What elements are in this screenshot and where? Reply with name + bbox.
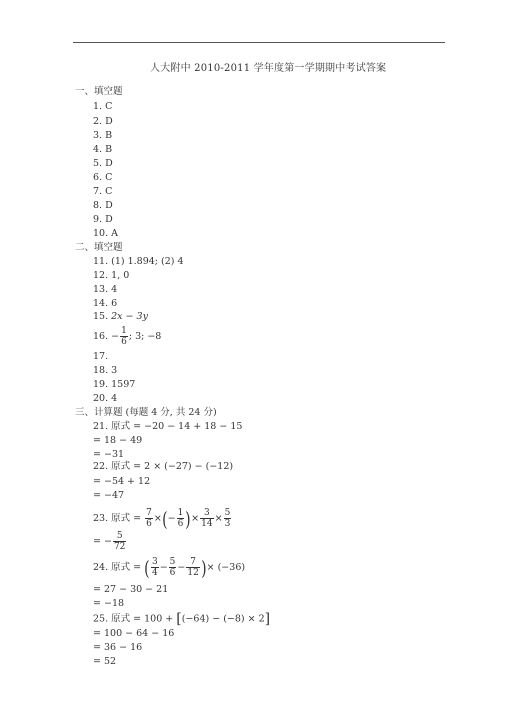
answer-item: 10. A [93,228,118,239]
fraction-denominator: 6 [169,568,176,578]
left-paren: ( [162,506,168,531]
fraction [200,508,213,529]
answer-item: 1. C [93,101,113,112]
answer-item: 8. D [93,200,113,211]
right-paren: ) [185,506,191,531]
answer-item-13: 13. 4 [93,284,118,295]
math-expression: 2x − 3y [111,311,148,322]
answer-item: 4. B [93,144,113,155]
fraction [177,508,185,529]
right-paren: ) [200,555,207,580]
fraction-numerator: 5 [224,508,231,518]
fraction-numerator: 3 [204,508,210,518]
fraction [120,326,128,347]
q21-line1: 21. 原式 = −20 − 14 + 18 − 15 [93,421,243,432]
fraction [151,557,159,578]
page-title: 人大附中 2010-2011 学年度第一学期期中考试答案 [150,63,387,74]
q21-line2: = 18 − 49 [93,435,143,446]
q22-line2: = −54 + 12 [93,476,151,487]
fraction-numerator: 5 [116,531,123,541]
times-sign: × [214,513,223,524]
left-paren: ( [144,555,150,580]
bracket-inner: (−64) − (−8) × 2 [181,613,265,625]
section1-heading: 一、填空题 [75,86,123,97]
q25-line3: = 36 − 16 [93,642,143,653]
fraction-denominator: 6 [146,519,152,529]
fraction-denominator: 12 [187,568,199,578]
fraction [145,508,153,529]
fraction [224,508,232,529]
q24-line2: = 27 − 30 − 21 [93,584,169,595]
answer-item-14: 14. 6 [93,298,118,309]
answer-item: 6. C [93,172,113,183]
section2-heading: 二、填空题 [75,242,123,253]
q24-label: 24. 原式 = [93,562,142,573]
q25-label: 25. 原式 = 100 + [93,613,174,625]
tail: × (−36) [206,562,246,573]
times-sign: × [153,513,162,524]
q23-line1: 23. 原式 = $\frac{7}{6}$ ×(− $\frac{1}{6}$ )× $\frac{3}{14}$ × $\frac{5}{3}$ [93,506,231,531]
answer-item-18: 18. 3 [93,365,118,376]
times-sign: × [191,513,200,524]
fraction-numerator: 7 [146,508,152,518]
fraction-numerator: 1 [121,326,127,336]
answer-item: 7. C [93,186,113,197]
fraction [186,557,199,578]
fraction-numerator: 7 [190,557,196,567]
fraction [169,557,177,578]
item-number: 15. [93,311,109,322]
answer-item: 5. D [93,158,113,169]
q23-line2 [93,530,127,554]
q24-line3: = −18 [93,598,125,609]
rest-answers: ; 3; −8 [128,331,162,342]
q24-line1: 24. 原式 = ( $\frac{3}{4}$ − $\frac{5}{6}$ − $\frac{7}{12}$ )× (−36) [93,555,246,580]
answer-item-17: 17. [93,351,109,362]
fraction-numerator: 5 [169,557,176,567]
fraction-denominator: 4 [151,568,158,578]
fraction-denominator: 6 [177,519,184,529]
right-bracket: ] [264,611,271,627]
q25-line1 [93,612,270,626]
section3-heading: 三、计算题 (每题 4 分, 共 24 分) [75,407,217,418]
answer-item: 9. D [93,214,113,225]
answer-item-11: 11. (1) 1.894; (2) 4 [93,256,184,267]
answer-item-19: 19. 1597 [93,379,136,390]
item-number: 16. [93,331,109,342]
q21-line3: = −31 [93,449,125,460]
answer-item-20: 20. 4 [93,393,118,404]
q25-line4: = 52 [93,656,117,667]
fraction-numerator: 1 [177,508,184,518]
fraction-denominator: 6 [121,337,127,347]
q22-line1: 22. 原式 = 2 × (−27) − (−12) [93,461,234,472]
answer-item-12: 12. 1, 0 [93,270,130,281]
fraction-denominator: 14 [201,519,213,529]
top-rule [73,42,445,43]
left-bracket: [ [176,611,182,627]
fraction-numerator: 3 [151,557,158,567]
fraction-denominator: 3 [224,519,231,529]
answer-item-15 [93,311,148,323]
answer-item-16 [93,326,161,347]
fraction [113,531,126,552]
answer-item: 2. D [93,116,113,127]
minus-sign: − [111,331,120,342]
answer-item: 3. B [93,130,113,141]
fraction-denominator: 72 [113,542,126,552]
q22-line3: = −47 [93,490,125,501]
result-prefix: = − [93,536,112,547]
q25-line2: = 100 − 64 − 16 [93,628,175,639]
q23-label: 23. 原式 = [93,513,142,524]
